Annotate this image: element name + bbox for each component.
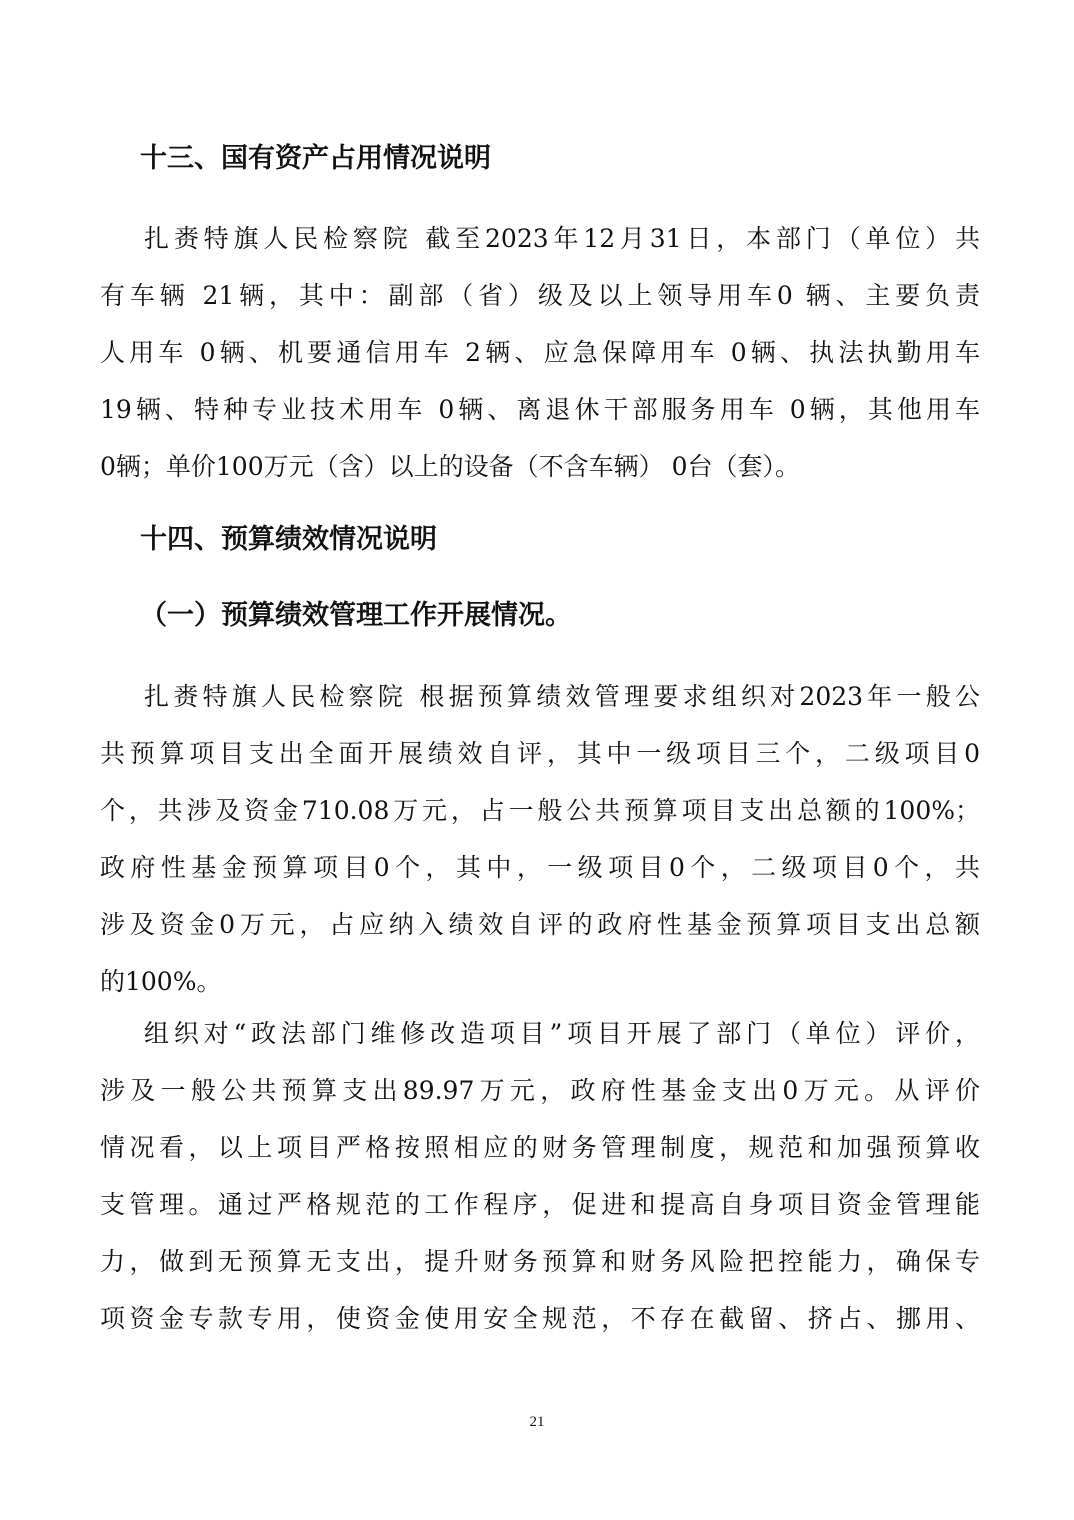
- paragraph-line: 力，做到无预算无支出，提升财务预算和财务风险把控能力，确保专: [100, 1247, 980, 1276]
- section-13-heading: 十三、国有资产占用情况说明: [140, 143, 491, 174]
- paragraph-line: 的100%。: [100, 967, 222, 996]
- paragraph-line: 扎赉特旗人民检察院 根据预算绩效管理要求组织对2023年一般公: [144, 682, 980, 711]
- paragraph-line: 扎赉特旗人民检察院 截至2023年12月31日，本部门（单位）共: [144, 224, 980, 253]
- section-14-heading: 十四、预算绩效情况说明: [140, 524, 437, 555]
- section-14-paragraph-1: [100, 668, 980, 1010]
- paragraph-line: 共预算项目支出全面开展绩效自评，其中一级项目三个，二级项目0: [100, 739, 980, 768]
- paragraph-line: 人用车 0辆、机要通信用车 2辆、应急保障用车 0辆、执法执勤用车: [100, 338, 980, 367]
- paragraph-line: 有车辆 21辆，其中：副部（省）级及以上领导用车0 辆、主要负责: [100, 281, 980, 310]
- paragraph-line: 支管理。通过严格规范的工作程序，促进和提高自身项目资金管理能: [100, 1190, 980, 1219]
- paragraph-line: 19辆、特种专业技术用车 0辆、离退休干部服务用车 0辆，其他用车: [100, 395, 980, 424]
- paragraph-line: 涉及资金0万元，占应纳入绩效自评的政府性基金预算项目支出总额: [100, 910, 980, 939]
- paragraph-line: 情况看，以上项目严格按照相应的财务管理制度，规范和加强预算收: [100, 1133, 980, 1162]
- page-number: 21: [529, 1414, 545, 1430]
- paragraph-line: 涉及一般公共预算支出89.97万元，政府性基金支出0万元。从评价: [100, 1076, 980, 1105]
- paragraph-line: 0辆；单价100万元（含）以上的设备（不含车辆） 0台（套）。: [100, 452, 800, 481]
- section-14-subheading: （一）预算绩效管理工作开展情况。: [140, 600, 572, 631]
- section-13-paragraph: [100, 210, 980, 495]
- paragraph-line: 个，共涉及资金710.08万元，占一般公共预算项目支出总额的100%；: [100, 796, 980, 825]
- paragraph-line: 政府性基金预算项目0个，其中，一级项目0个，二级项目0个，共: [100, 853, 980, 882]
- section-14-paragraph-2: [100, 1005, 980, 1347]
- paragraph-line: 项资金专款专用，使资金使用安全规范，不存在截留、挤占、挪用、: [100, 1304, 980, 1333]
- paragraph-line: 组织对“政法部门维修改造项目”项目开展了部门（单位）评价，: [144, 1019, 980, 1048]
